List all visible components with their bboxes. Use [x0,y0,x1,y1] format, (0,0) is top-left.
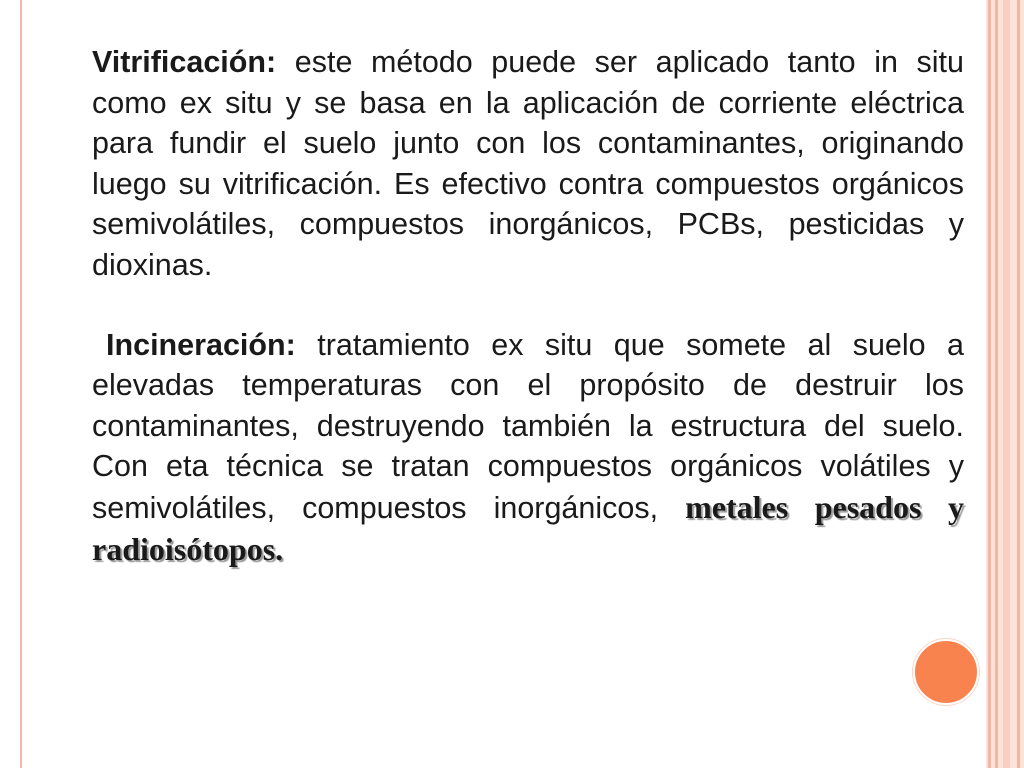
slide-body [92,42,964,570]
paragraph-incineracion [92,325,964,571]
right-border-stripe [1003,0,1010,768]
paragraph-text: este método puede ser aplicado tanto in situ como ex situ y se basa en la aplicación de corriente eléctrica para fundir el suelo junto con los contaminantes, originando luego su vitrificación. Es efectivo contra compuestos orgánicos semivolátiles, compuestos inorgánicos, PCBs, pesticidas y dioxinas. [92,45,964,282]
right-border-stripe [1017,0,1020,768]
decorative-circle [913,639,979,705]
left-border-line [20,0,22,768]
emphasized-text: metales pesados y radioisótopos. [92,488,964,567]
paragraph-text: tratamiento ex situ que somete al suelo a elevadas temperaturas con el propósito de destruir los contaminantes, destruyendo también la estructura del suelo. Con eta técnica se tratan compuestos orgánicos volátiles y semivolátiles, compuestos inorgánicos, [92,327,964,525]
term-incineracion: Incineración: [106,327,296,362]
term-vitrificacion: Vitrificación: [92,45,277,79]
right-border-stripe [988,0,991,768]
right-border-stripe [995,0,998,768]
paragraph-vitrificacion [92,42,964,286]
